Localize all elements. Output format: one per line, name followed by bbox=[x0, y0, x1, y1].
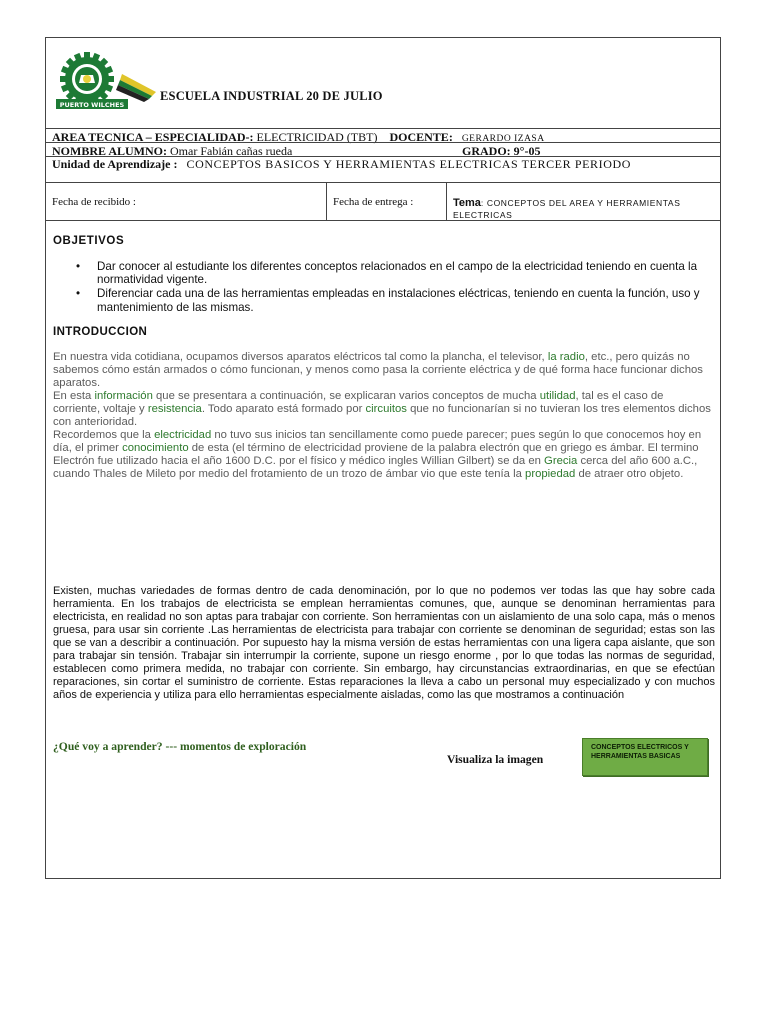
link-circuitos[interactable]: circuitos bbox=[365, 403, 407, 415]
intro-text: , tal es el caso de bbox=[575, 390, 664, 402]
link-informacion[interactable]: información bbox=[94, 390, 153, 402]
link-utilidad[interactable]: utilidad bbox=[539, 390, 576, 402]
intro-text: no tuvo sus inicios tan sencillamente como puede parecer; pues según lo que conocemos hoy en día, el primer bbox=[53, 429, 702, 454]
list-item: • Diferenciar cada una de las herramientas empleadas en instalaciones eléctricas, teniendo en cuenta la función, uso y mantenimiento de las mismas. bbox=[76, 287, 716, 313]
concepts-box-label: CONCEPTOS ELECTRICOS Y HERRAMIENTAS BASICAS bbox=[591, 744, 689, 760]
docente-label: DOCENTE: bbox=[389, 130, 453, 144]
logo-banner-text: PUERTO WILCHES bbox=[59, 101, 125, 109]
unidad-value: CONCEPTOS BASICOS Y HERRAMIENTAS ELECTRICAS TERCER PERIODO bbox=[186, 157, 632, 171]
divider bbox=[46, 142, 720, 143]
objetivos-list bbox=[76, 260, 716, 315]
alumno-label: NOMBRE ALUMNO: bbox=[52, 144, 167, 158]
unidad-row bbox=[52, 158, 672, 171]
link-electricidad[interactable]: electricidad bbox=[154, 429, 212, 441]
fecha-recibido: Fecha de recibido : bbox=[52, 196, 136, 208]
tema-label: Tema bbox=[453, 197, 481, 209]
school-logo bbox=[54, 52, 158, 110]
intro-text: , etc., pero quizás no sabemos cómo están armados o cómo funcionan, y menos como pasa la corriente eléctrica y de qué forma hace funcionar dichos aparatos. bbox=[53, 351, 703, 389]
link-conocimiento[interactable]: conocimiento bbox=[122, 442, 189, 454]
intro-text: En esta bbox=[53, 390, 95, 402]
document-frame bbox=[45, 37, 721, 879]
divider bbox=[46, 182, 720, 183]
unidad-label: Unidad de Aprendizaje : bbox=[52, 157, 178, 171]
intro-text: de esta (el término de electricidad proviene de la palabra electrón que en griego es ámbar. El termino Electrón fue utilizado hacia el año 1600 D.C. por el físico y médico ingles Willian Gilbert) se da en bbox=[53, 442, 699, 467]
list-item: • Dar conocer al estudiante los diferentes conceptos relacionados en el campo de la electricidad teniendo en cuenta la normatividad vigente. bbox=[76, 260, 716, 286]
concepts-image-box[interactable] bbox=[582, 738, 708, 776]
cell-divider bbox=[326, 182, 327, 220]
cell-divider bbox=[446, 182, 447, 220]
intro-text: corriente, voltaje y bbox=[53, 403, 148, 415]
introduccion-title: INTRODUCCION bbox=[53, 326, 148, 338]
intro-text: En nuestra vida cotidiana, ocupamos diversos aparatos eléctricos tal como la plancha, el televisor, bbox=[53, 351, 548, 363]
exploration-heading: ¿Qué voy a aprender? --- momentos de exploración bbox=[53, 740, 307, 753]
divider bbox=[46, 128, 720, 129]
intro-text: . Todo aparato está formado por bbox=[201, 403, 366, 415]
alumno-value: Omar Fabián cañas rueda bbox=[170, 144, 293, 158]
intro-text: de atraer otro objeto. bbox=[575, 468, 684, 480]
grado-label: GRADO: 9°-05 bbox=[462, 144, 541, 158]
intro-text: que no funcionarían si no tuvieran los tres elementos dichos con anterioridad. bbox=[53, 403, 711, 428]
herramientas-text: Existen, muchas variedades de formas dentro de cada denominación, por lo que no podemos ver todas las que hay sobre cada herramienta. En los trabajos de electricista se emplean herramientas comunes, que, aunque se denominan herramientas para electricista, en realidad no son aptas para trabajar con corriente. Son herramientas con un aislamiento de una solo capa, más o menos gruesa, para usar sin corriente .Las herramientas de electricista para trabajar con corriente se denominan de seguridad; estas son las que se van a describir a continuación. Por supuesto hay la misma versión de estas herramientas con una ligera capa aislante, que son para trabajar sin tensión. Trabajar sin interrumpir la corriente, supone un riesgo enorme , por lo que todas las normas de seguridad, establecen como primera medida, no trabajar con corriente. Sin embargo, hay circunstancias extraordinarias, en que se efectúan reparaciones, sin cortar el suministro de corriente. Estas reparaciones la lleva a cabo un personal muy especializado y con muchos años de experiencia y utiliza para ello herramientas especialmente aisladas, como las que mostramos a continuación bbox=[53, 585, 715, 701]
link-la-radio[interactable]: la radio bbox=[547, 351, 585, 363]
intro-text: cerca del año 600 a.C., cuando Thales de Mileto por medio del frotamiento de un trozo de ámbar vio que este tenía la bbox=[53, 455, 698, 480]
tema-cell bbox=[453, 197, 713, 221]
visualiza-label: Visualiza la imagen bbox=[447, 753, 544, 766]
introduccion-text bbox=[53, 351, 717, 481]
docente-value: GERARDO IZASA bbox=[461, 134, 545, 144]
intro-text: que se presentara a continuación, se explicaran varios conceptos de mucha bbox=[152, 390, 540, 402]
link-propiedad[interactable]: propiedad bbox=[525, 468, 576, 480]
intro-text: Recordemos que la bbox=[53, 429, 155, 441]
link-resistencia[interactable]: resistencia bbox=[147, 403, 202, 415]
area-label: AREA TECNICA – ESPECIALIDAD-: bbox=[52, 130, 254, 144]
school-name: ESCUELA INDUSTRIAL 20 DE JULIO bbox=[160, 89, 383, 103]
fecha-entrega: Fecha de entrega : bbox=[333, 196, 414, 208]
link-grecia[interactable]: Grecia bbox=[544, 455, 578, 467]
tema-value: : CONCEPTOS DEL AREA Y HERRAMIENTAS ELECTRICAS bbox=[453, 198, 681, 220]
divider bbox=[46, 220, 720, 221]
objetivos-title: OBJETIVOS bbox=[53, 235, 125, 247]
area-value: ELECTRICIDAD (TBT) bbox=[256, 130, 378, 144]
